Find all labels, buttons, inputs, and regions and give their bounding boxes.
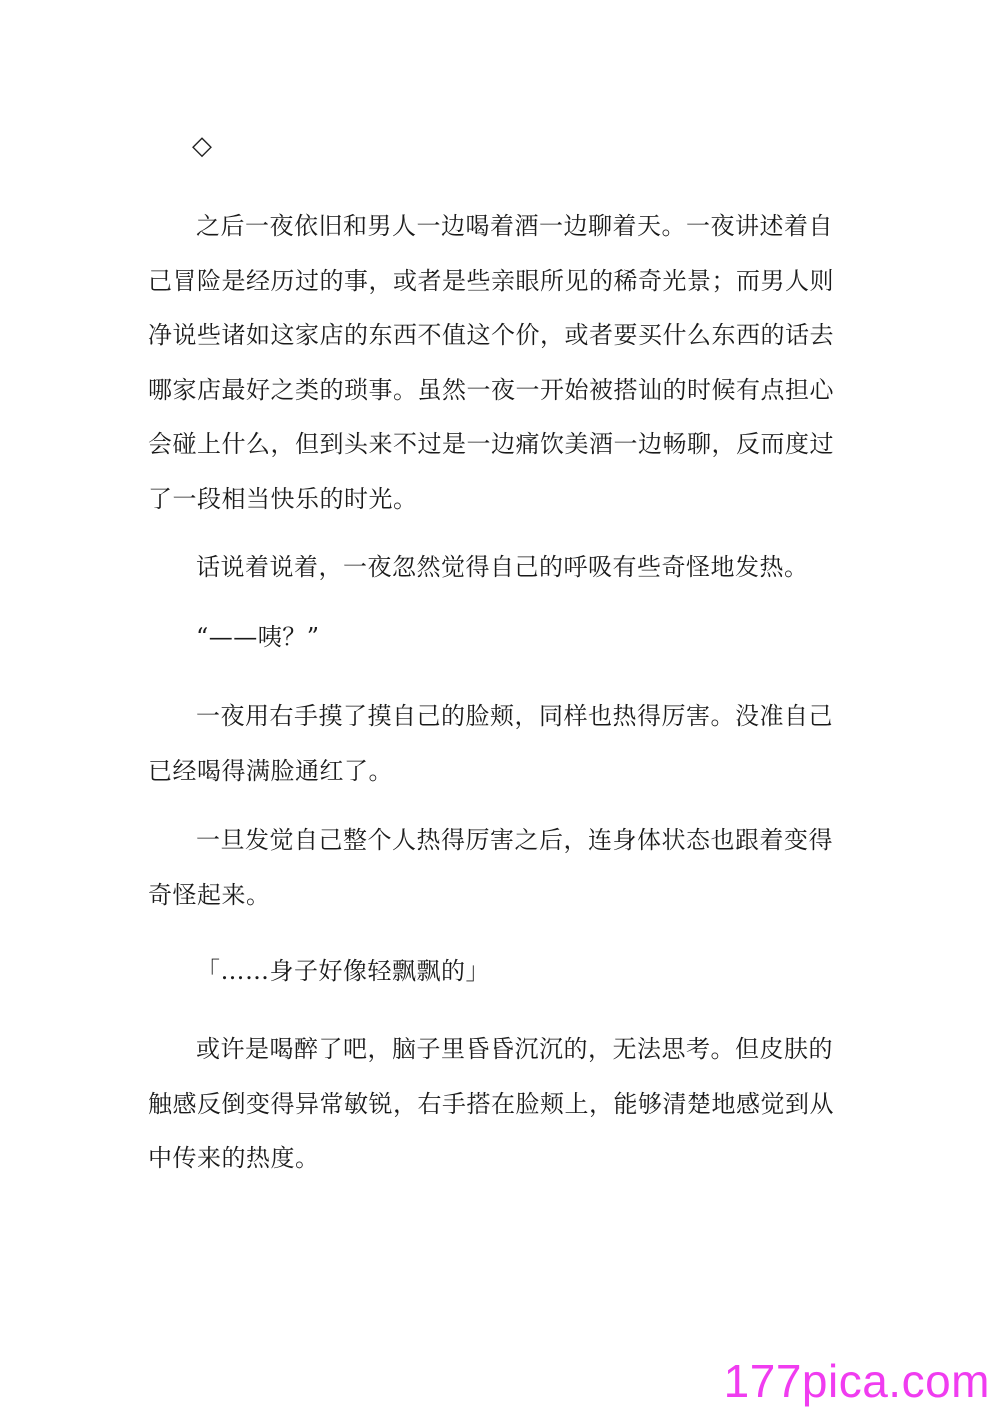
section-separator-diamond: ◇ — [192, 131, 212, 161]
paragraph-1: 之后一夜依旧和男人一边喝着酒一边聊着天。一夜讲述着自己冒险是经历过的事，或者是些亲眼所见的稀奇光景；而男人则净说些诸如这家店的东西不值这个价，或者要买什么东西的话去哪家店最好之类的琐事。虽然一夜一开始被搭讪的时候有点担心会碰上什么，但到头来不过是一边痛饮美酒一边畅聊，反而度过了一段相当快乐的时光。 — [148, 212, 834, 513]
paragraph-7: 或许是喝醉了吧，脑子里昏昏沉沉的，无法思考。但皮肤的触感反倒变得异常敏锐，右手搭在脸颊上，能够清楚地感觉到从中传来的热度。 — [148, 1035, 834, 1172]
paragraph-5: 一旦发觉自己整个人热得厉害之后，连身体状态也跟着变得奇怪起来。 — [148, 826, 833, 909]
paragraph-2: 话说着说着，一夜忽然觉得自己的呼吸有些奇怪地发热。 — [196, 553, 809, 581]
paragraph-6-dialogue: 「……身子好像轻飘飘的」 — [196, 957, 490, 985]
paragraph-4: 一夜用右手摸了摸自己的脸颊，同样也热得厉害。没准自己已经喝得满脸通红了。 — [148, 702, 833, 785]
site-watermark: 177pica.com — [723, 1355, 990, 1407]
paragraph-3-dialogue: “——咦？” — [196, 623, 320, 651]
